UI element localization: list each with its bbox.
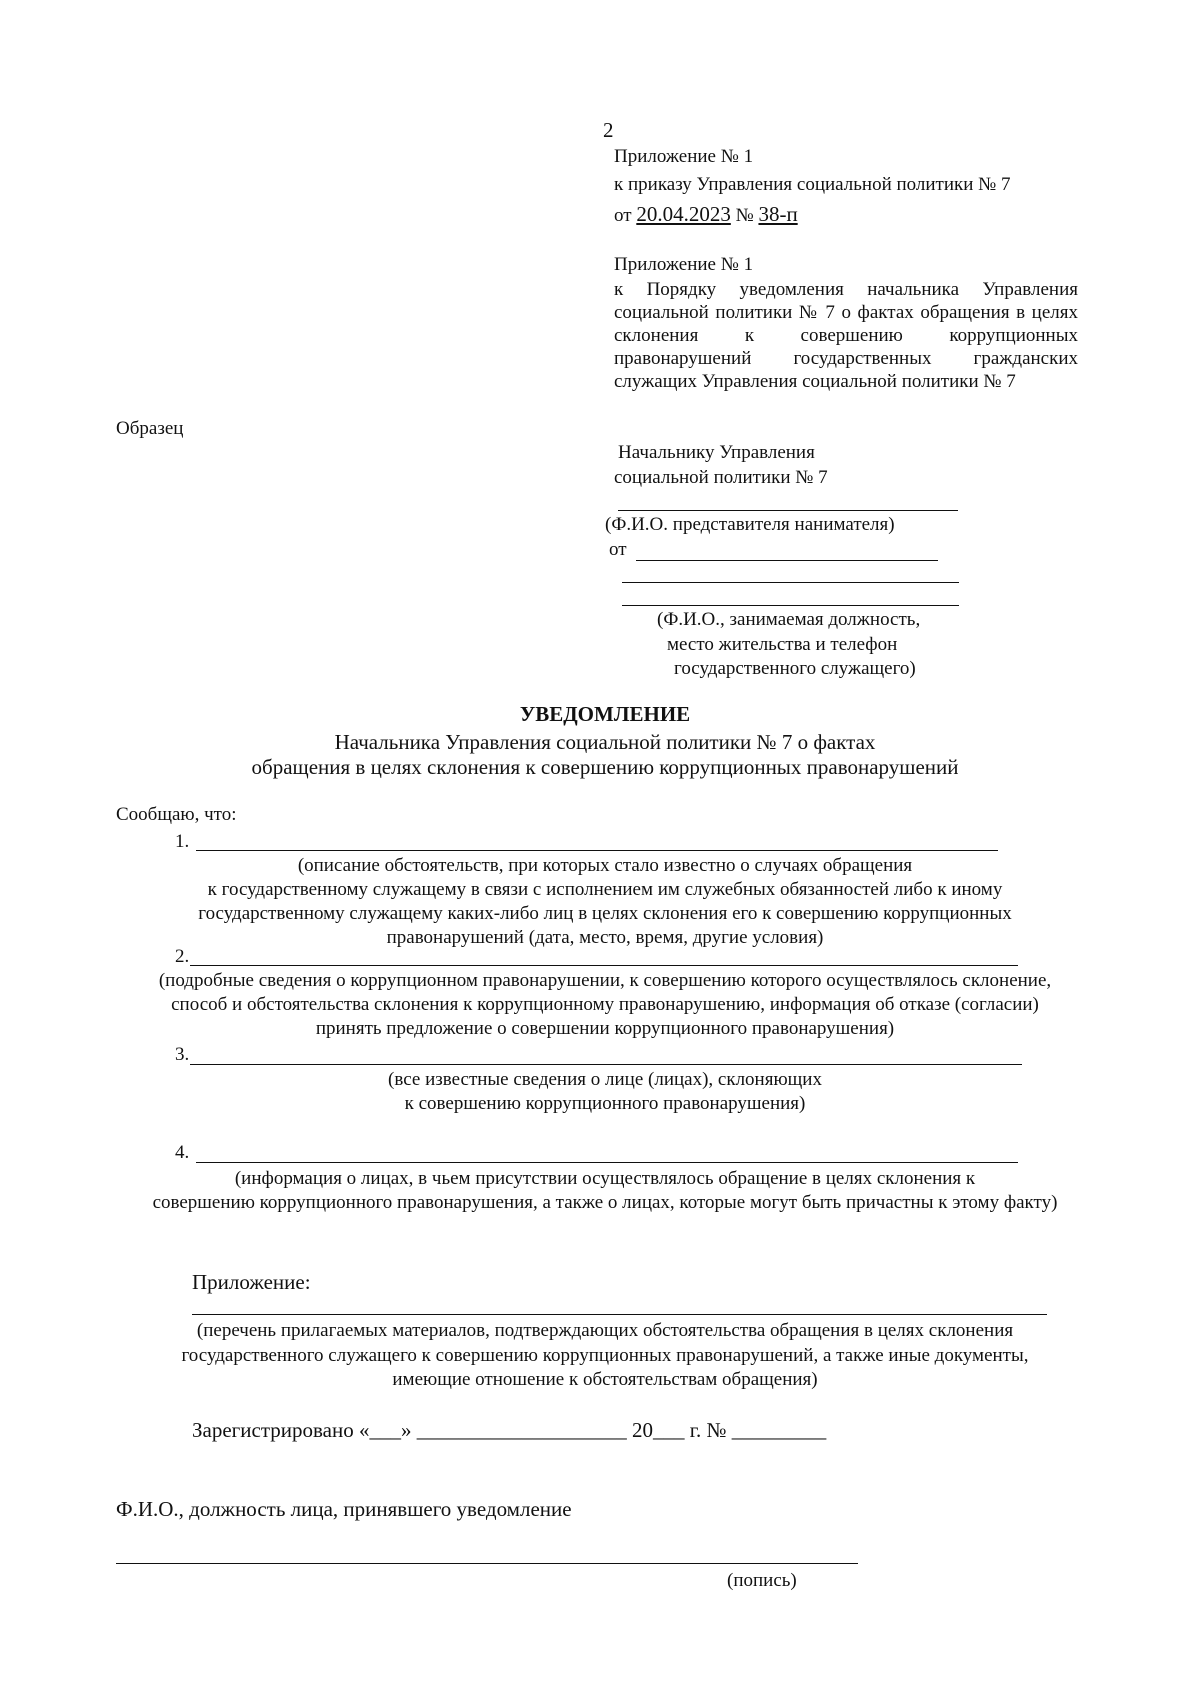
document-title: УВЕДОМЛЕНИЕ	[519, 702, 691, 726]
sender-line-1	[636, 560, 938, 561]
attachment-hint-3: имеющие отношение к обстоятельствам обращения)	[392, 1369, 818, 1390]
order-number-sign: №	[735, 205, 754, 226]
item-2-hint-3: принять предложение о совершении коррупционного правонарушения)	[315, 1018, 895, 1039]
sender-hint-2: место жительства и телефон	[667, 634, 898, 655]
document-subtitle-1: Начальника Управления социальной политики № 7 о фактах	[334, 730, 876, 754]
order-appendix-label: Приложение № 1	[614, 146, 754, 167]
attachment-line	[192, 1314, 1047, 1315]
sender-hint-1: (Ф.И.О., занимаемая должность,	[657, 609, 921, 630]
attachment-label: Приложение:	[192, 1270, 311, 1294]
item-2-line	[190, 965, 1018, 966]
item-1-line	[196, 850, 998, 851]
procedure-appendix-label: Приложение № 1	[614, 254, 754, 275]
procedure-reference: к Порядку уведомления начальника Управления социальной политики № 7 о фактах обращения в целях склонения к совершению коррупционных правонарушений государственных гражданских служащих Управления социальной политики № 7	[614, 279, 1078, 392]
sender-line-3	[622, 605, 959, 606]
item-4-number: 4.	[175, 1142, 190, 1163]
item-1-hint-2: к государственному служащему в связи с исполнением им служебных обязанностей либо к иному	[207, 879, 1003, 900]
item-1-number: 1.	[175, 831, 190, 852]
signature-hint: (попись)	[727, 1570, 797, 1591]
item-3-line	[190, 1064, 1022, 1065]
order-date: 20.04.2023	[636, 202, 731, 226]
document-subtitle-2: обращения в целях склонения к совершению коррупционных правонарушений	[251, 755, 959, 779]
addressee-line-2: социальной политики № 7	[614, 467, 828, 488]
item-1-hint-1: (описание обстоятельств, при которых стало известно о случаях обращения	[297, 855, 913, 876]
receiver-signature-line	[116, 1563, 858, 1564]
employer-hint: (Ф.И.О. представителя нанимателя)	[605, 514, 895, 535]
item-2-hint-1: (подробные сведения о коррупционном правонарушении, к совершению которого осуществлялось склонение,	[158, 970, 1052, 991]
order-date-prefix: от	[614, 205, 632, 226]
sender-line-2	[622, 582, 959, 583]
attachment-hint-2: государственного служащего к совершению коррупционных правонарушений, а также иные документы,	[181, 1345, 1029, 1366]
from-label: от	[609, 539, 627, 560]
item-3-hint-1: (все известные сведения о лице (лицах), склоняющих	[388, 1069, 822, 1090]
page-number: 2	[603, 118, 614, 142]
item-1-hint-3: государственному служащему каких-либо лиц в целях склонения его к совершению коррупционных	[198, 903, 1012, 924]
item-1-hint-4: правонарушений (дата, место, время, другие условия)	[386, 927, 824, 948]
registration-line: Зарегистрировано «___» ____________________ 20___ г. № _________	[192, 1418, 827, 1442]
item-2-number: 2.	[175, 946, 190, 967]
order-number: 38-п	[758, 202, 798, 226]
order-reference: к приказу Управления социальной политики № 7	[614, 174, 1011, 195]
item-4-hint-1: (информация о лицах, в чьем присутствии осуществлялось обращение в целях склонения к	[234, 1168, 976, 1189]
addressee-line-1: Начальнику Управления	[618, 442, 815, 463]
employer-name-line	[618, 510, 958, 511]
intro-text: Сообщаю, что:	[116, 804, 237, 825]
sender-hint-3: государственного служащего)	[674, 658, 916, 679]
sample-label: Образец	[116, 418, 184, 439]
item-3-hint-2: к совершению коррупционного правонарушения)	[404, 1093, 806, 1114]
item-4-hint-2: совершению коррупционного правонарушения, а также о лицах, которые могут быть причастны к этому факту)	[152, 1192, 1058, 1213]
item-3-number: 3.	[175, 1044, 190, 1065]
order-date-line	[614, 202, 798, 228]
receiver-label: Ф.И.О., должность лица, принявшего уведомление	[116, 1497, 572, 1521]
attachment-hint-1: (перечень прилагаемых материалов, подтверждающих обстоятельства обращения в целях склонения	[196, 1320, 1014, 1341]
item-2-hint-2: способ и обстоятельства склонения к коррупционному правонарушению, информация об отказе (согласии)	[171, 994, 1039, 1015]
item-4-line	[196, 1162, 1018, 1163]
